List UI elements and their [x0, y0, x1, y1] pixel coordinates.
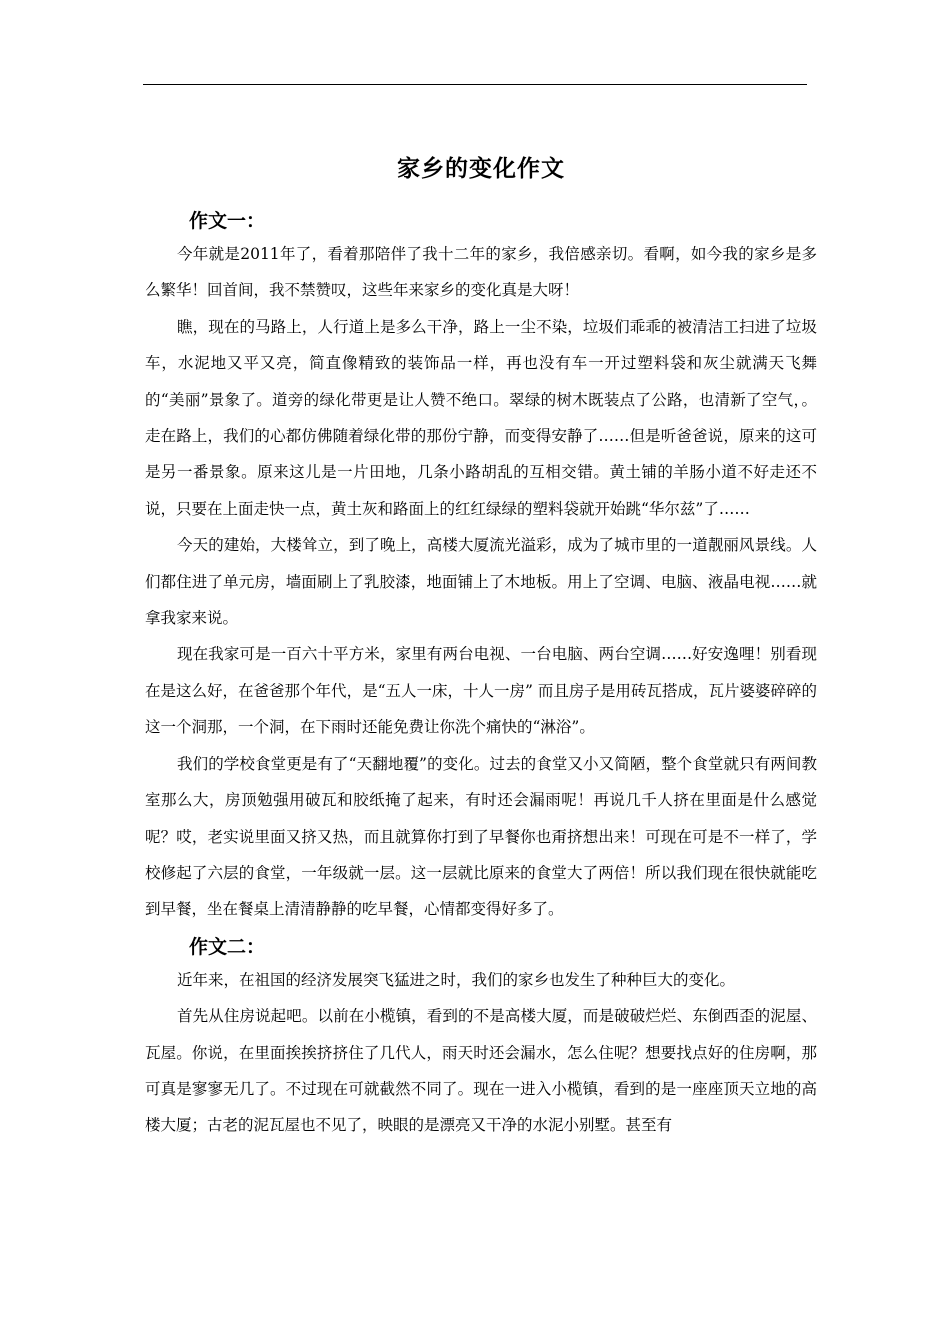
essay-section-1 [145, 206, 817, 928]
essay-section-2 [145, 932, 817, 1144]
paragraph: 今年就是2011年了，看着那陪伴了我十二年的家乡，我倍感亲切。看啊，如今我的家乡是多么繁华！回首间，我不禁赞叹，这些年来家乡的变化真是大呀！ [145, 245, 817, 300]
paragraph: 我们的学校食堂更是有了“天翻地覆”的变化。过去的食堂又小又简陋，整个食堂就只有两间教室那么大，房顶勉强用破瓦和胶纸掩了起来，有时还会漏雨呢！再说几千人挤在里面是什么感觉呢？哎，老实说里面又挤又热，而且就算你打到了早餐你也甭挤想出来！可现在可是不一样了，学校修起了六层的食堂，一年级就一层。这一层就比原来的食堂大了两倍！所以我们现在很快就能吃到早餐，坐在餐桌上清清静静的吃早餐，心情都变得好多了。 [145, 754, 817, 919]
paragraph: 近年来，在祖国的经济发展突飞猛进之时，我们的家乡也发生了种种巨大的变化。 [177, 970, 736, 989]
section-heading-1: 作文一： [189, 210, 266, 232]
document-title: 家乡的变化作文 [397, 156, 565, 182]
paragraph: 瞧，现在的马路上，人行道上是多么干净，路上一尘不染，垃圾们乖乖的被清洁工扫进了垃圾车，水泥地又平又亮，简直像精致的装饰品一样，再也没有车一开过塑料袋和灰尘就满天飞舞的“美丽”景象了。道旁的绿化带更是让人赞不绝口。翠绿的树木既装点了公路，也清新了空气，。走在路上，我们的心都仿佛随着绿化带的那份宁静，而变得安静了……但是听爸爸说，原来的这可是另一番景象。原来这儿是一片田地，几条小路胡乱的互相交错。黄土铺的羊肠小道不好走还不说，只要在上面走快一点，黄土灰和路面上的红红绿绿的塑料袋就开始跳“华尔兹”了…… [145, 317, 817, 518]
paragraph: 现在我家可是一百六十平方米，家里有两台电视、一台电脑、两台空调……好安逸哩！别看现在是这么好，在爸爸那个年代，是“五人一床，十人一房” 而且房子是用砖瓦搭成，瓦片婆婆碎碎的这一个洞那，一个洞，在下雨时还能免费让你洗个痛快的“淋浴”。 [145, 645, 817, 737]
document-body [145, 152, 817, 1144]
paragraph: 今天的建始，大楼耸立，到了晚上，高楼大厦流光溢彩，成为了城市里的一道靓丽风景线。人们都住进了单元房，墙面刷上了乳胶漆，地面铺上了木地板。用上了空调、电脑、液晶电视……就拿我家来说。 [145, 536, 817, 628]
section-heading-2: 作文二： [189, 935, 266, 958]
header-rule [143, 84, 807, 85]
paragraph: 首先从住房说起吧。以前在小榄镇，看到的不是高楼大厦，而是破破烂烂、东倒西歪的泥屋、瓦屋。你说，在里面挨挨挤挤住了几代人，雨天时还会漏水，怎么住呢？想要找点好的住房啊，那可真是寥寥无几了。不过现在可就截然不同了。现在一进入小榄镇，看到的是一座座顶天立地的高楼大厦；古老的泥瓦屋也不见了，映眼的是漂亮又干净的水泥小别墅。甚至有 [145, 1007, 817, 1135]
